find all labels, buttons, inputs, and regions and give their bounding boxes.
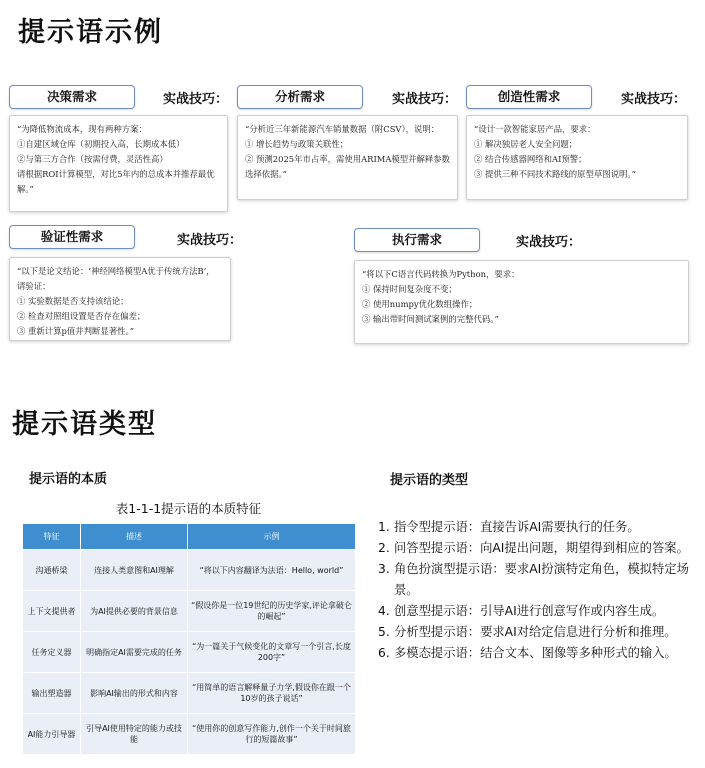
list-number: 3. [378,562,390,576]
table-cell: 上下文提供者 [23,591,81,632]
card-line: “分析近三年新能源汽车销量数据（附CSV），说明： [245,124,440,134]
card-line: 选择依据。” [245,169,287,179]
card-line: ①自建区域仓库（初期投入高，长期成本低） [17,139,185,149]
tip-label: 实战技巧： [177,233,243,248]
table-cell: “为一篇关于气候变化的文章写一个引言,长度200字” [188,632,356,673]
example-card-decision [9,115,228,212]
list-item [378,559,698,601]
card-line: “为降低物流成本，现有两种方案： [17,124,147,134]
list-number: 6. [378,646,390,660]
table-header-row [23,524,356,550]
essence-table [22,523,356,755]
table-cell: 连接人类意图和AI理解 [81,550,188,591]
card-line: ① 增长趋势与政策关联性； [245,139,349,149]
card-line: ② 检查对照组设置是否存在偏差； [17,311,146,321]
table-row [23,673,356,714]
card-line: ① 解决独居老人安全问题； [474,139,578,149]
table-cell: “将以下内容翻译为法语：Hello, world” [188,550,356,591]
card-line: ③ 输出带时间测试案例的完整代码。” [362,314,499,324]
card-line: ① 实验数据是否支持该结论； [17,296,129,306]
table-cell: 输出塑造器 [23,673,81,714]
table-cell: “假设你是一位19世纪的历史学家,评论拿破仑的崛起” [188,591,356,632]
table-cell: 明确指定AI需要完成的任务 [81,632,188,673]
list-text: 分析型提示语：要求AI对给定信息进行分析和推理。 [394,625,677,639]
table-cell: 为AI提供必要的背景信息 [81,591,188,632]
table-row [23,591,356,632]
tip-label: 实战技巧： [392,92,458,107]
list-item [378,622,698,643]
list-text: 问答型提示语：向AI提出问题，期望得到相应的答案。 [394,541,689,555]
table-header-cell: 特征 [23,524,81,550]
table-cell: “使用你的创意写作能力,创作一个关于时间旅行的短篇故事” [188,714,356,755]
tag-execution: 执行需求 [354,228,480,252]
table-cell: 影响AI输出的形式和内容 [81,673,188,714]
card-line: 解。” [17,184,34,194]
example-card-analysis [237,115,458,200]
table-cell: 沟通桥梁 [23,550,81,591]
example-card-verification [9,257,231,341]
heading-types: 提示语的类型 [390,473,469,488]
card-line: ② 预测2025年市占率，需使用ARIMA模型并解释参数 [245,154,451,164]
list-item [378,643,698,664]
table-cell: 任务定义器 [23,632,81,673]
card-line: ② 使用numpy优化数组操作； [362,299,478,309]
table-header-cell: 描述 [81,524,188,550]
list-text: 创意型提示语：引导AI进行创意写作或内容生成。 [394,604,665,618]
table-header-cell: 示例 [188,524,356,550]
table-row [23,714,356,755]
section-title-types: 提示语类型 [12,409,157,440]
list-item [378,601,698,622]
list-number: 5. [378,625,390,639]
example-card-creative [466,115,688,200]
tip-label: 实战技巧： [621,92,687,107]
list-number: 2. [378,541,390,555]
card-line: “将以下C语言代码转换为Python，要求： [362,269,520,279]
table-caption: 表1-1-1提示语的本质特征 [115,501,262,516]
table-row [23,632,356,673]
card-line: 请根据ROI计算模型，对比5年内的总成本并推荐最优 [17,169,215,179]
list-item [378,517,698,538]
heading-essence: 提示语的本质 [29,472,108,487]
section-title-examples: 提示语示例 [18,17,163,48]
card-line: “设计一款智能家居产品，要求： [474,124,596,134]
card-line: ③ 提供三种不同技术路线的原型草图说明。” [474,169,636,179]
list-number: 1. [378,520,390,534]
list-item [378,538,698,559]
list-text: 多模态提示语：结合文本、图像等多种形式的输入。 [394,646,677,660]
tag-verification: 验证性需求 [9,225,135,249]
tag-creative: 创造性需求 [466,85,592,109]
table-cell: AI能力引导器 [23,714,81,755]
table-cell: “用简单的语言解释量子力学,假设你在跟一个10岁的孩子说话” [188,673,356,714]
card-line: ③ 重新计算p值并判断显著性。” [17,326,134,336]
tag-decision: 决策需求 [9,85,135,109]
card-line: 请验证： [17,281,51,291]
table-row [23,550,356,591]
tip-label: 实战技巧： [516,235,582,250]
list-number: 4. [378,604,390,618]
list-text: 指令型提示语：直接告诉AI需要执行的任务。 [394,520,640,534]
card-line: “以下是论文结论：‘神经网络模型A优于传统方法B’， [17,266,215,276]
tag-analysis: 分析需求 [237,85,363,109]
card-line: ②与第三方合作（按需付费，灵活性高） [17,154,168,164]
table-cell: 引导AI使用特定的能力或技能 [81,714,188,755]
tip-label: 实战技巧： [163,92,229,107]
example-card-execution [354,260,689,344]
list-text: 角色扮演型提示语：要求AI扮演特定角色，模拟特定场景。 [394,562,689,597]
types-list [378,517,698,664]
card-line: ② 结合传感器网络和AI预警； [474,154,587,164]
card-line: ① 保持时间复杂度不变； [362,284,457,294]
